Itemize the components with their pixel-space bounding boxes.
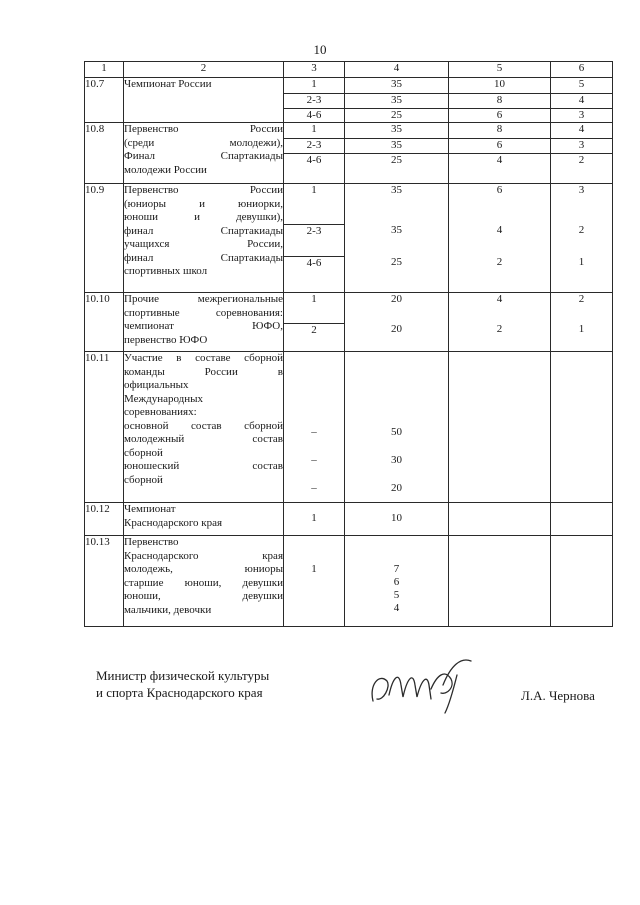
cell-c3 bbox=[284, 123, 345, 184]
cell-c5 bbox=[449, 184, 551, 293]
cell-value: 4-6 bbox=[284, 153, 344, 168]
cell-value: 2-3 bbox=[284, 93, 344, 108]
event-title-line: официальных bbox=[124, 379, 189, 391]
cell-c4 bbox=[345, 78, 449, 123]
cell-c3 bbox=[284, 293, 345, 352]
cell-value: – bbox=[311, 454, 317, 466]
cell-value: 3 bbox=[551, 108, 612, 123]
event-title-line: команды России в bbox=[124, 365, 283, 378]
event-title bbox=[124, 184, 284, 293]
cell-value: 1 bbox=[578, 256, 585, 268]
position-line: и спорта Краснодарского края bbox=[96, 685, 263, 700]
column-header: 6 bbox=[551, 62, 613, 78]
column-header: 4 bbox=[345, 62, 449, 78]
cell-c3 bbox=[284, 184, 345, 293]
cell-c3 bbox=[284, 352, 345, 503]
table-row bbox=[85, 78, 613, 123]
event-title-line: основной состав сборной bbox=[124, 419, 283, 432]
cell-value: 6 bbox=[449, 138, 550, 153]
cell-value: 20 bbox=[391, 293, 402, 305]
event-title-line: чемпионат ЮФО, bbox=[124, 320, 283, 332]
handwritten-signature bbox=[365, 655, 485, 715]
cell-value: 4-6 bbox=[284, 256, 344, 271]
cell-c6 bbox=[551, 184, 613, 293]
column-header: 1 bbox=[85, 62, 124, 78]
cell-c5 bbox=[449, 503, 551, 536]
cell-value: 35 bbox=[391, 224, 402, 236]
cell-value: 1 bbox=[311, 512, 317, 525]
cell-c4 bbox=[345, 123, 449, 184]
event-title bbox=[124, 123, 284, 184]
cell-value: 6 bbox=[496, 184, 503, 196]
event-title-line: финал Спартакиады bbox=[124, 224, 283, 237]
cell-c5 bbox=[449, 293, 551, 352]
cell-value: 25 bbox=[345, 108, 448, 123]
cell-value: 50 bbox=[391, 426, 402, 438]
event-title-line: (юниоры и юниорки, bbox=[124, 197, 283, 210]
cell-value: 2 bbox=[551, 153, 612, 168]
cell-value: 4 bbox=[496, 224, 503, 236]
event-title-line: сборной bbox=[124, 446, 163, 459]
cell-value: 2 bbox=[284, 323, 344, 338]
cell-value: 35 bbox=[391, 184, 402, 196]
event-title-line: первенство ЮФО bbox=[124, 333, 208, 346]
cell-value: 5 bbox=[578, 78, 585, 90]
event-title-line: Чемпионат России bbox=[124, 78, 212, 90]
cell-value: 1 bbox=[311, 123, 317, 135]
cell-value: 6 bbox=[449, 108, 550, 123]
cell-c3 bbox=[284, 536, 345, 627]
event-title-line: молодежи России bbox=[124, 163, 207, 176]
event-title-line: Участие в составе сборной bbox=[124, 352, 283, 364]
event-title-line: Чемпионат bbox=[124, 503, 176, 515]
cell-value: 2 bbox=[496, 323, 503, 335]
row-number: 10.12 bbox=[85, 503, 124, 536]
cell-value: 20 bbox=[391, 323, 402, 335]
cell-value: 35 bbox=[391, 123, 402, 135]
cell-value: 1 bbox=[311, 293, 317, 305]
event-title-line: Первенство России bbox=[124, 123, 283, 135]
cell-value: 7 bbox=[393, 563, 400, 575]
cell-value: 25 bbox=[391, 256, 402, 268]
event-title-line: соревнованиях: bbox=[124, 406, 197, 418]
cell-value: 35 bbox=[391, 78, 402, 90]
cell-value: 1 bbox=[311, 563, 317, 575]
cell-value: 4 bbox=[496, 293, 503, 305]
row-number: 10.7 bbox=[85, 78, 124, 123]
cell-c5 bbox=[449, 78, 551, 123]
event-title bbox=[124, 78, 284, 123]
cell-value: 6 bbox=[393, 576, 400, 588]
table-row bbox=[85, 184, 613, 293]
cell-value: 8 bbox=[449, 93, 550, 108]
event-title-line: старшие юноши, девушки bbox=[124, 576, 283, 589]
cell-value: 25 bbox=[345, 153, 448, 168]
event-title-line: (среди молодежи), bbox=[124, 136, 283, 149]
cell-value: 1 bbox=[311, 78, 317, 90]
row-number: 10.11 bbox=[85, 352, 124, 503]
cell-c4 bbox=[345, 184, 449, 293]
page-number: 10 bbox=[313, 42, 327, 57]
cell-value: 35 bbox=[345, 138, 448, 153]
cell-value: 3 bbox=[578, 184, 585, 196]
cell-value: 1 bbox=[578, 323, 585, 335]
cell-c6 bbox=[551, 503, 613, 536]
cell-value: 10 bbox=[494, 78, 505, 90]
table-header-row bbox=[85, 62, 613, 78]
event-title bbox=[124, 503, 284, 536]
cell-c4 bbox=[345, 536, 449, 627]
cell-value: 35 bbox=[345, 93, 448, 108]
table-row bbox=[85, 503, 613, 536]
event-title-line: Первенство России bbox=[124, 184, 283, 196]
column-header: 2 bbox=[124, 62, 284, 78]
cell-value: 8 bbox=[496, 123, 503, 135]
cell-c5 bbox=[449, 536, 551, 627]
event-title-line: юноши, девушки bbox=[124, 590, 283, 602]
table-row bbox=[85, 293, 613, 352]
cell-value: 1 bbox=[311, 184, 317, 196]
column-header: 5 bbox=[449, 62, 551, 78]
cell-value: 4 bbox=[393, 602, 400, 614]
cell-c4 bbox=[345, 293, 449, 352]
cell-c6 bbox=[551, 78, 613, 123]
cell-c6 bbox=[551, 123, 613, 184]
position-line: Министр физической культуры bbox=[96, 668, 270, 683]
cell-c6 bbox=[551, 536, 613, 627]
cell-value: 4 bbox=[551, 93, 612, 108]
cell-value: – bbox=[311, 426, 317, 438]
cell-value: 2-3 bbox=[284, 224, 344, 239]
event-title-line: Первенство bbox=[124, 536, 179, 548]
cell-value: 20 bbox=[391, 482, 402, 494]
cell-c4 bbox=[345, 352, 449, 503]
cell-c3 bbox=[284, 503, 345, 536]
event-title-line: Краснодарского края bbox=[124, 516, 223, 529]
cell-c6 bbox=[551, 352, 613, 503]
signatory-position bbox=[96, 667, 269, 701]
table-row bbox=[85, 352, 613, 503]
event-title bbox=[124, 352, 284, 503]
event-title-line: учащихся России, bbox=[124, 238, 283, 250]
row-number: 10.9 bbox=[85, 184, 124, 293]
row-number: 10.10 bbox=[85, 293, 124, 352]
event-title-line: спортивные соревнования: bbox=[124, 306, 283, 319]
event-title-line: сборной bbox=[124, 473, 163, 486]
event-title-line: Краснодарского края bbox=[124, 549, 283, 562]
signer-name: Л.А. Чернова bbox=[521, 688, 595, 703]
cell-value: 30 bbox=[391, 454, 402, 466]
event-title-line: Международных bbox=[124, 392, 204, 405]
row-number: 10.8 bbox=[85, 123, 124, 184]
cell-c6 bbox=[551, 293, 613, 352]
event-title bbox=[124, 293, 284, 352]
cell-value: – bbox=[311, 482, 317, 494]
points-table bbox=[84, 61, 613, 627]
table-row bbox=[85, 123, 613, 184]
event-title-line: молодежный состав bbox=[124, 433, 283, 445]
event-title-line: молодежь, юниоры bbox=[124, 563, 283, 575]
cell-value: 4 bbox=[578, 123, 585, 135]
event-title bbox=[124, 536, 284, 627]
cell-value: 2 bbox=[578, 293, 585, 305]
cell-c4 bbox=[345, 503, 449, 536]
row-number: 10.13 bbox=[85, 536, 124, 627]
event-title-line: юношеский состав bbox=[124, 460, 283, 472]
cell-value: 2 bbox=[496, 256, 503, 268]
cell-value: 3 bbox=[551, 138, 612, 153]
cell-c5 bbox=[449, 123, 551, 184]
cell-value: 2-3 bbox=[284, 138, 344, 153]
event-title-line: мальчики, девочки bbox=[124, 603, 212, 616]
table-row bbox=[85, 536, 613, 627]
cell-c3 bbox=[284, 78, 345, 123]
event-title-line: Финал Спартакиады bbox=[124, 150, 283, 162]
column-header: 3 bbox=[284, 62, 345, 78]
cell-value: 4-6 bbox=[284, 108, 344, 123]
event-title-line: юноши и девушки), bbox=[124, 211, 283, 223]
cell-value: 4 bbox=[449, 153, 550, 168]
cell-value: 5 bbox=[393, 589, 400, 601]
event-title-line: финал Спартакиады bbox=[124, 251, 283, 264]
event-title-line: спортивных школ bbox=[124, 265, 208, 277]
cell-value: 10 bbox=[391, 512, 402, 525]
event-title-line: Прочие межрегиональные bbox=[124, 293, 283, 305]
cell-value: 2 bbox=[578, 224, 585, 236]
cell-c5 bbox=[449, 352, 551, 503]
